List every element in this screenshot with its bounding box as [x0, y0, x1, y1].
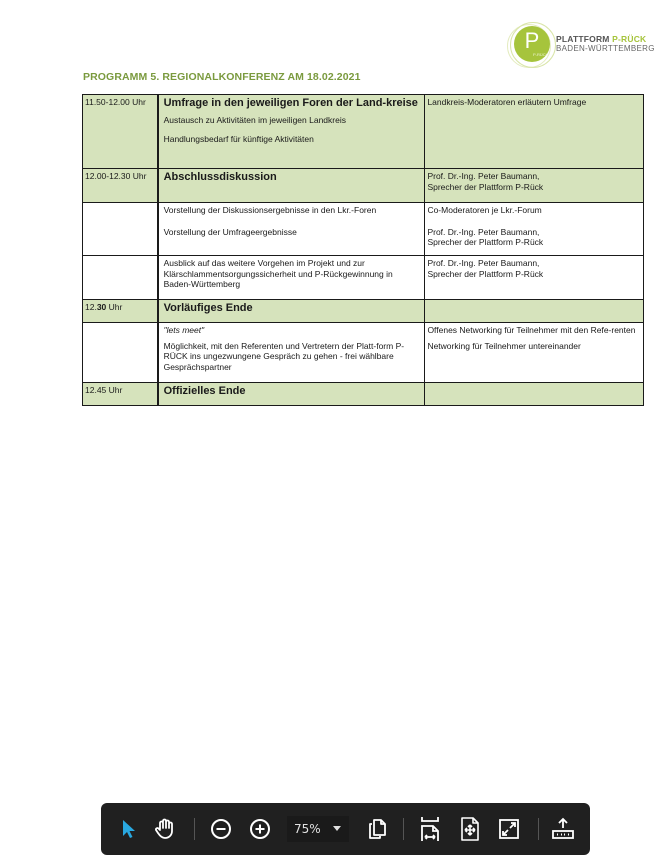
zoom-in-icon[interactable]	[246, 815, 274, 843]
session-item: Handlungsbedarf für künftige Aktivitäten	[163, 133, 314, 144]
speaker-text: Prof. Dr.-Ing. Peter Baumann,	[427, 226, 540, 237]
session-item: Möglichkeit, mit den Referenten und Vertretern der Platt-form P-RÜCK ins ungezwungene Gespräch zu gehen - frei wählbare Gesprächspartner	[163, 340, 405, 372]
speaker-cell	[425, 256, 644, 300]
logo-text-line2: BADEN-WÜRTTEMBERG	[556, 44, 655, 53]
table-row	[83, 300, 644, 323]
speaker-text: Sprecher der Plattform P-Rück	[427, 268, 544, 279]
zoom-level-value: 75%	[294, 822, 321, 836]
pdf-toolbar	[101, 803, 590, 855]
table-row	[83, 323, 644, 383]
session-heading: Umfrage in den jeweiligen Foren der Land-kreise	[163, 97, 418, 109]
speaker-cell	[425, 95, 644, 169]
speaker-text: Networking für Teilnehmer untereinander	[427, 340, 581, 351]
time-part: Uhr	[106, 302, 123, 312]
program-title: PROGRAMM 5. REGIONALKONFERENZ AM 18.02.2021	[83, 71, 361, 83]
toolbar-divider	[194, 818, 195, 840]
speaker-text: Co-Moderatoren je Lkr.-Forum	[427, 205, 542, 215]
time-cell	[83, 323, 158, 383]
logo-letter: P	[524, 28, 540, 53]
table-row	[83, 169, 644, 203]
program-table	[82, 94, 644, 406]
time-cell: 11.50-12.00 Uhr	[83, 95, 158, 169]
fullscreen-icon[interactable]	[495, 815, 523, 843]
session-item: Vorstellung der Diskussionsergebnisse in den Lkr.-Foren	[163, 205, 377, 215]
time-cell: 12.00-12.30 Uhr	[83, 169, 158, 203]
time-cell	[83, 256, 158, 300]
session-heading: Vorläufiges Ende	[163, 302, 253, 314]
table-row	[83, 256, 644, 300]
logo-text-platform: PLATTFORM	[556, 34, 613, 44]
logo-emblem	[514, 26, 550, 62]
topic-cell	[158, 95, 425, 169]
table-row	[83, 203, 644, 256]
session-item: Ausblick auf das weitere Vorgehen im Projekt und zur Klärschlammentsorgungssicherheit und P-Rückgewinnung in Baden-Württemberg	[163, 258, 393, 289]
time-part: 12.	[85, 302, 97, 312]
time-cell	[83, 203, 158, 256]
speaker-cell	[425, 383, 644, 406]
toolbar-divider	[538, 818, 539, 840]
time-part: 30	[96, 302, 107, 312]
speaker-text: Prof. Dr.-Ing. Peter Baumann,	[427, 258, 540, 268]
logo-emblem-sub: P-RÜCK	[533, 52, 549, 57]
speaker-text: Sprecher der Plattform P-Rück	[427, 237, 544, 247]
topic-cell	[158, 169, 425, 203]
session-item: Vorstellung der Umfrageergebnisse	[163, 226, 297, 237]
page-view-icon[interactable]	[364, 815, 392, 843]
speaker-text: Landkreis-Moderatoren erläutern Umfrage	[427, 97, 587, 107]
platform-logo	[507, 20, 655, 68]
speaker-cell	[425, 323, 644, 383]
topic-cell	[158, 383, 425, 406]
topic-cell	[158, 203, 425, 256]
session-heading: Abschlussdiskussion	[163, 171, 277, 183]
session-item: "lets meet"	[163, 325, 205, 335]
logo-text-line1	[556, 34, 646, 44]
table-row	[83, 383, 644, 406]
table-row	[83, 95, 644, 169]
time-cell	[83, 300, 158, 323]
zoom-out-icon[interactable]	[207, 815, 235, 843]
topic-cell	[158, 300, 425, 323]
speaker-cell	[425, 203, 644, 256]
speaker-text: Sprecher der Plattform P-Rück	[427, 181, 544, 192]
time-cell: 12.45 Uhr	[83, 383, 158, 406]
speaker-text: Offenes Networking für Teilnehmer mit den Refe-renten	[427, 325, 636, 335]
speaker-text: Prof. Dr.-Ing. Peter Baumann,	[427, 171, 540, 181]
topic-cell	[158, 256, 425, 300]
speaker-cell	[425, 169, 644, 203]
fit-width-icon[interactable]	[416, 815, 444, 843]
share-export-icon[interactable]	[549, 815, 577, 843]
toolbar-divider	[403, 818, 404, 840]
speaker-cell	[425, 300, 644, 323]
fit-page-icon[interactable]	[456, 815, 484, 843]
session-item: Austausch zu Aktivitäten im jeweiligen Landkreis	[163, 115, 346, 125]
select-pointer-icon[interactable]	[115, 815, 143, 843]
session-heading: Offizielles Ende	[163, 385, 246, 397]
zoom-dropdown-icon[interactable]	[333, 826, 341, 831]
logo-text-pruck: P-RÜCK	[612, 34, 647, 44]
topic-cell	[158, 323, 425, 383]
hand-pan-icon[interactable]	[151, 815, 179, 843]
